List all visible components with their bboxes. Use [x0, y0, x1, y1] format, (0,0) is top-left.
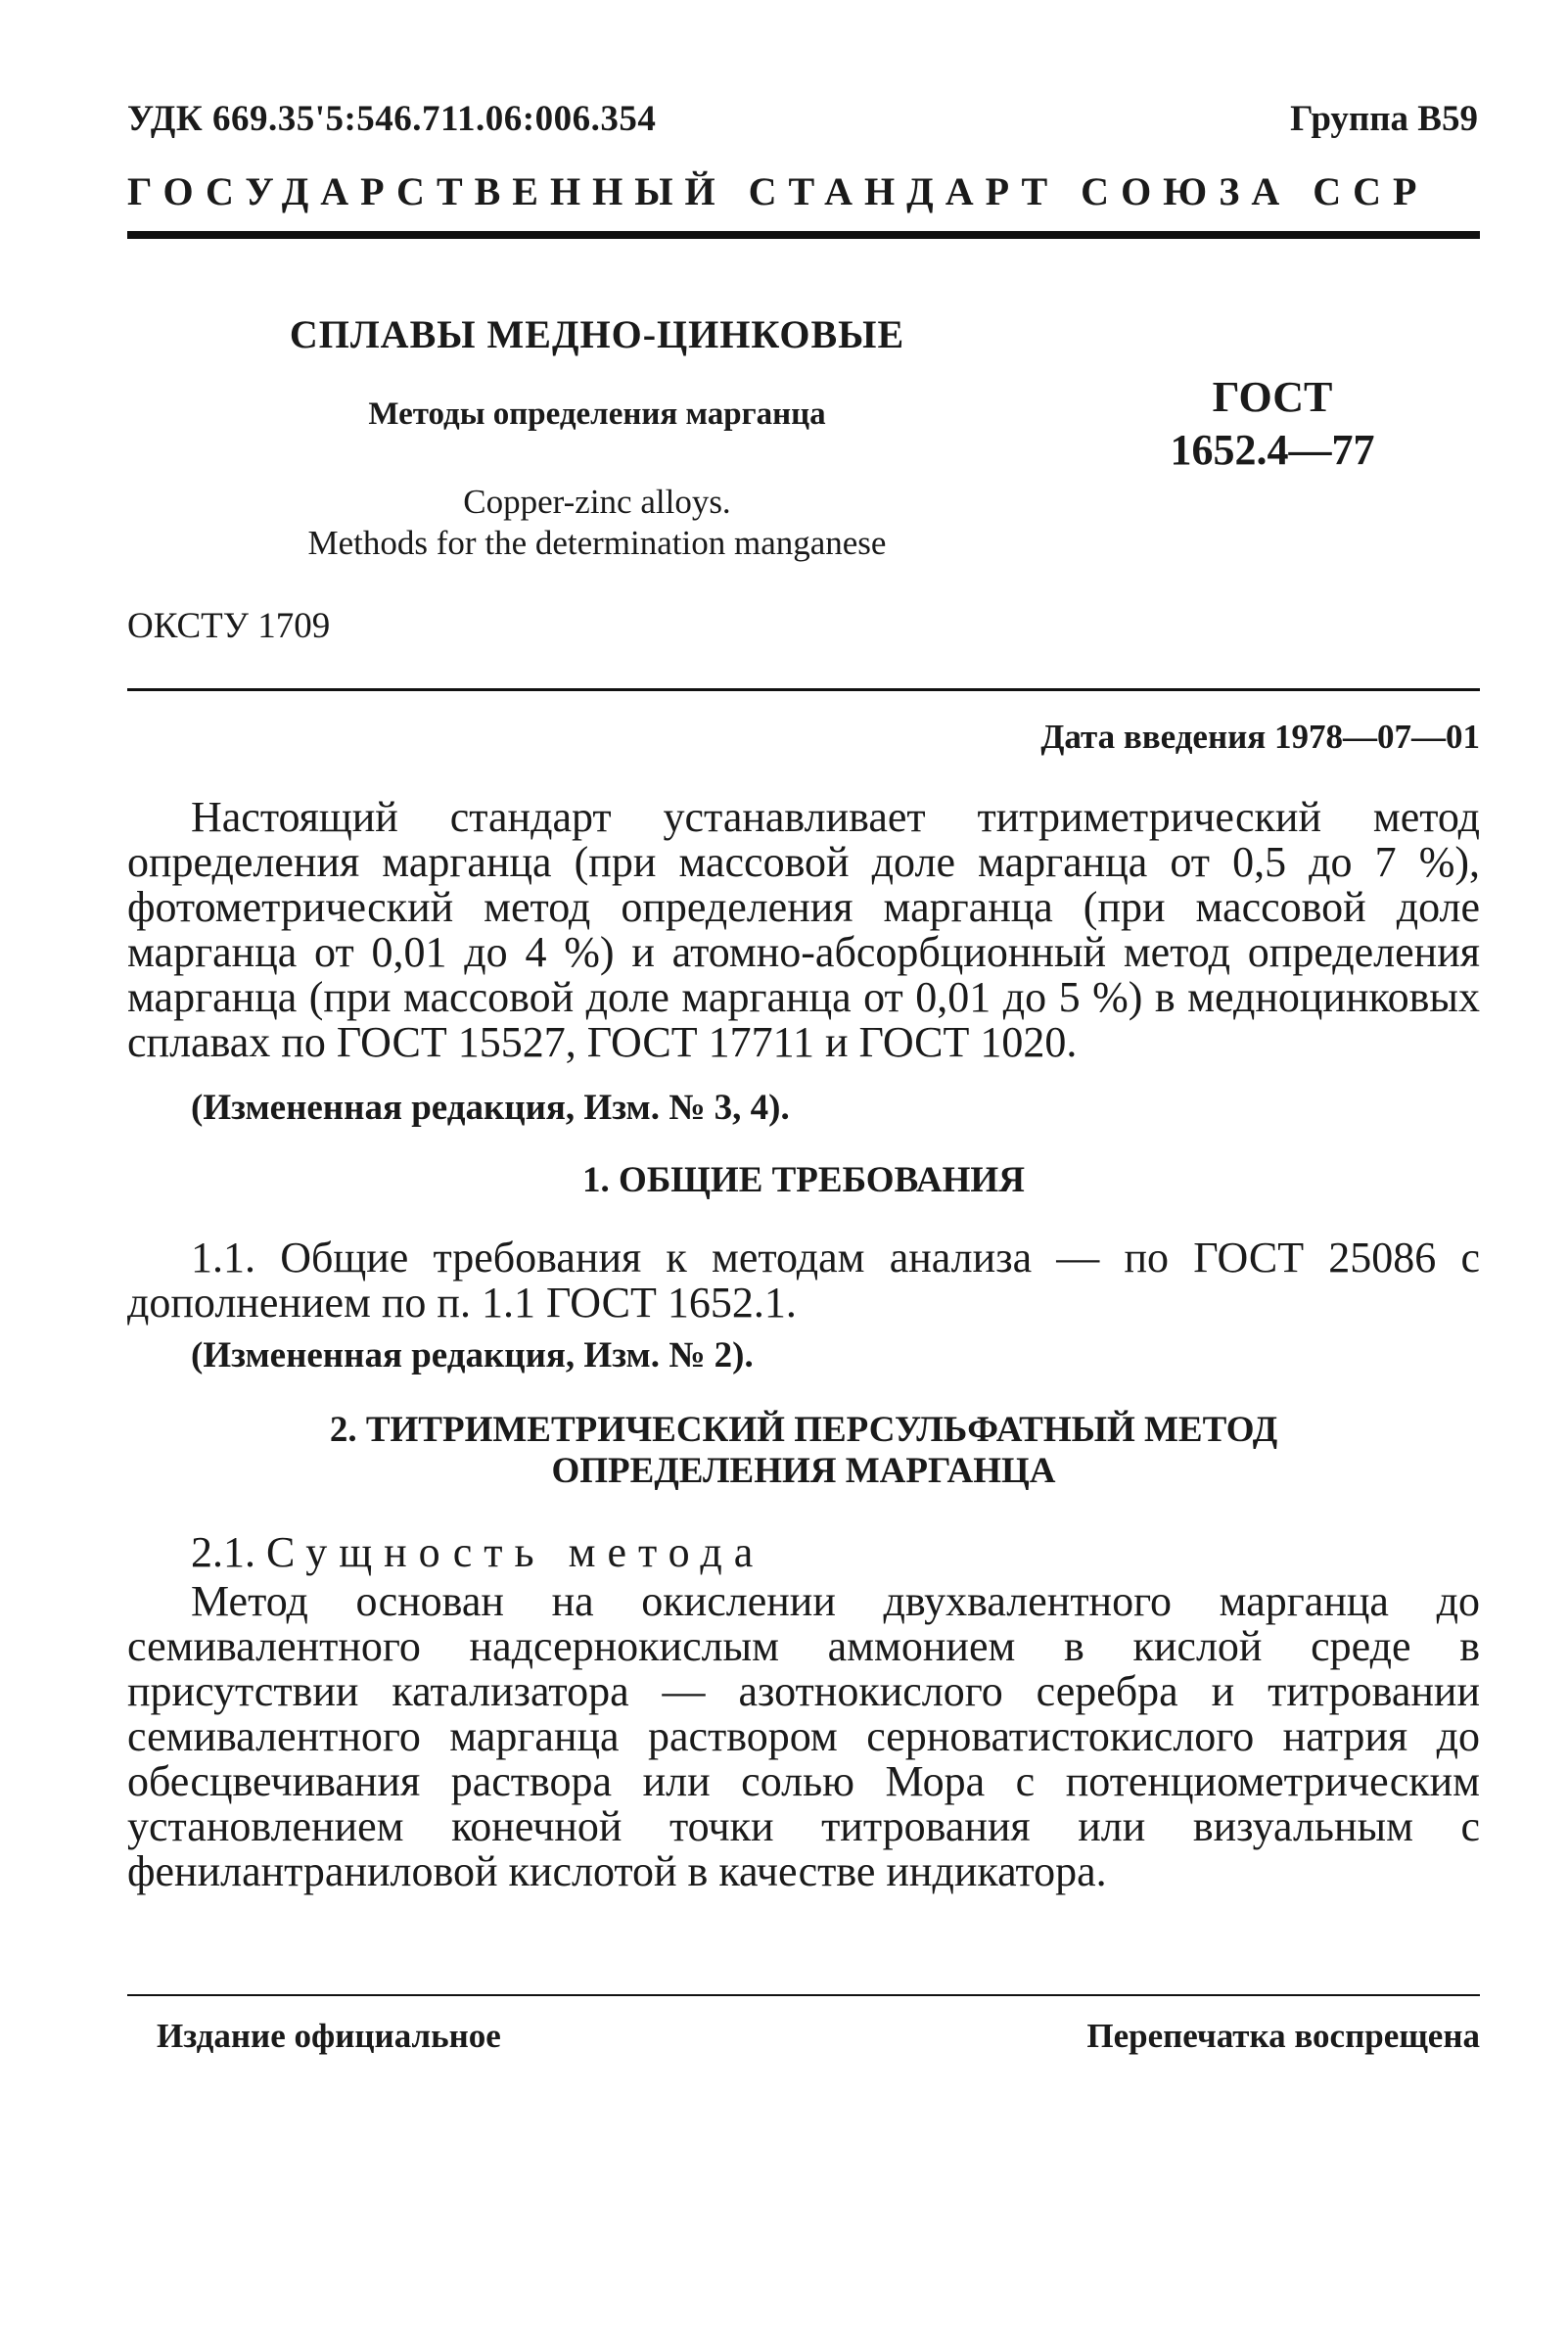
intro-paragraph: Настоящий стандарт устанавливает титриметрический метод определения марганца (при массовой доле марганца от 0,5 до 7 %), фотометрический метод определения марганца (при массовой доле марганца от 0,01 до 4 %) и атомно-абсорбционный метод определения марганца (при массовой доле марганца от 0,01 до 5 %) в медноцинковых сплавах по ГОСТ 15527, ГОСТ 17711 и ГОСТ 1020. — [127, 793, 1480, 1066]
introduction-date: Дата введения 1978—07—01 — [1040, 718, 1480, 756]
group-code: Группа В59 — [1290, 99, 1478, 139]
document-title: СПЛАВЫ МЕДНО-ЦИНКОВЫЕ — [289, 312, 905, 356]
subsection-2-1-heading — [191, 1527, 764, 1577]
title-divider — [127, 688, 1480, 691]
section-2-heading-line1: 2. ТИТРИМЕТРИЧЕСКИЙ ПЕРСУЛЬФАТНЫЙ МЕТОД — [329, 1410, 1278, 1450]
footer-official-edition: Издание официальное — [157, 2017, 501, 2055]
english-title-line2: Methods for the determination manganese — [307, 524, 887, 562]
subsection-title: Сущность метода — [266, 1528, 765, 1576]
section-2-paragraph: Метод основан на окислении двухвалентного марганца до семивалентного надсернокислым аммонием в кислой среде в присутствии катализатора — азотнокислого серебра и титровании семивалентного марганца раствором серноватистокислого натрия до обесцвечивания раствора или солью Мора с потенциометрическим установлением конечной точки титрования или визуальным с фенилантраниловой кислотой в качестве индикатора. — [127, 1577, 1480, 1895]
section-2-heading-line2: ОПРЕДЕЛЕНИЯ МАРГАНЦА — [551, 1451, 1056, 1491]
section-1-heading: 1. ОБЩИЕ ТРЕБОВАНИЯ — [582, 1160, 1025, 1200]
section-2-heading — [127, 1410, 1480, 1492]
header-divider — [127, 231, 1480, 239]
udk-code: УДК 669.35'5:546.711.06:006.354 — [127, 99, 657, 139]
section-1-revision-note: (Измененная редакция, Изм. № 2). — [191, 1335, 754, 1375]
standard-type: ГОСУДАРСТВЕННЫЙ СТАНДАРТ СОЮЗА ССР — [127, 169, 1429, 213]
document-subtitle: Методы определения марганца — [368, 396, 826, 432]
okstu-code: ОКСТУ 1709 — [127, 606, 331, 646]
footer-divider — [127, 1994, 1480, 1996]
subsection-number: 2.1. — [191, 1528, 255, 1576]
gost-label: ГОСТ — [1212, 373, 1333, 421]
english-title-line1: Copper-zinc alloys. — [463, 483, 731, 521]
gost-number: 1652.4—77 — [1170, 426, 1375, 474]
footer-reprint-prohibited: Перепечатка воспрещена — [1086, 2017, 1480, 2055]
section-1-paragraph: 1.1. Общие требования к методам анализа — по ГОСТ 25086 с дополнением по п. 1.1 ГОСТ 1652.1. — [127, 1234, 1480, 1327]
intro-revision-note: (Измененная редакция, Изм. № 3, 4). — [191, 1088, 790, 1128]
